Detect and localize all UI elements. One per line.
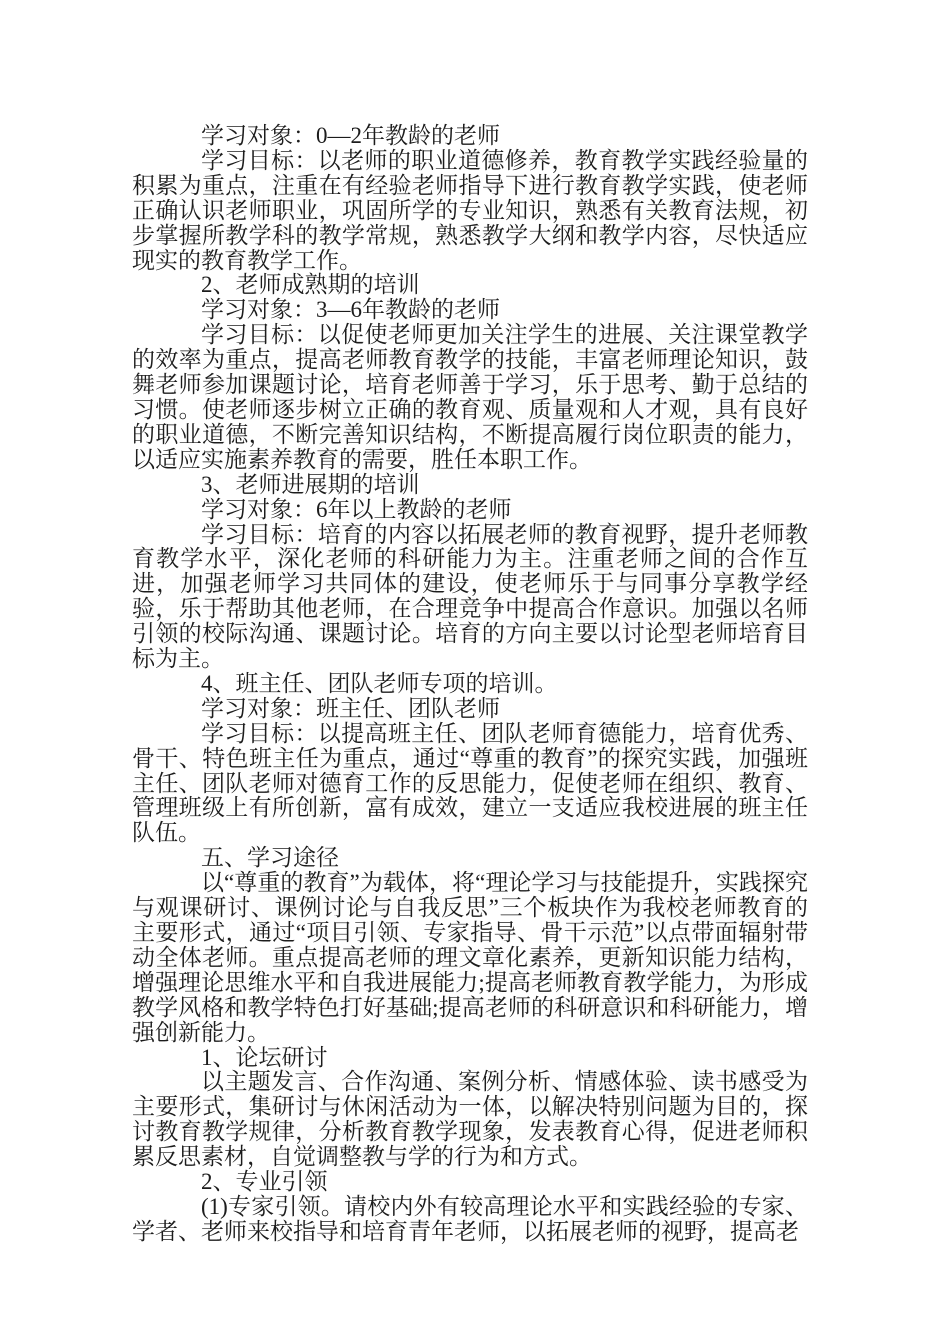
paragraph: (1)专家引领。请校内外有较高理论水平和实践经验的专家、学者、老师来校指导和培育青年老师，以拓展老师的视野，提高老 <box>132 1193 808 1244</box>
paragraph: 1、论坛研讨 <box>201 1044 328 1070</box>
paragraph: 学习对象：3—6年教龄的老师 <box>201 297 500 323</box>
paragraph: 学习对象：0—2年教龄的老师 <box>201 123 500 148</box>
paragraph: 学习目标：以提高班主任、团队老师育德能力，培育优秀、骨干、特色班主任为重点，通过“尊重的教育”的探究实践，加强班主任、团队老师对德育工作的反思能力，促使老师在组织、教育、管理班级上有所创新，富有成效，建立一支适应我校进展的班主任队伍。 <box>132 720 808 846</box>
paragraph: 2、老师成熟期的培训 <box>201 272 420 298</box>
paragraph: 学习对象：班主任、团队老师 <box>201 695 500 721</box>
paragraph: 学习目标：培育的内容以拓展老师的教育视野，提升老师教育教学水平，深化老师的科研能力为主。注重老师之间的合作互进，加强老师学习共同体的建设，使老师乐于与同事分享教学经验，乐于帮助其他老师，在合理竞争中提高合作意识。加强以名师引领的校际沟通、课题讨论。培育的方向主要以讨论型老师培育目标为主。 <box>132 521 808 672</box>
paragraph: 学习对象：6年以上教龄的老师 <box>201 496 512 522</box>
paragraph: 以主题发言、合作沟通、案例分析、情感体验、读书感受为主要形式，集研讨与休闲活动为一体，以解决特别问题为目的，探讨教育教学规律，分析教育教学现象，发表教育心得，促进老师积累反思素材，自觉调整教与学的行为和方式。 <box>132 1069 808 1170</box>
paragraph: 学习目标：以老师的职业道德修养，教育教学实践经验量的积累为重点，注重在有经验老师指导下进行教育教学实践，使老师正确认识老师职业，巩固所学的专业知识，熟悉有关教育法规，初步掌握所教学科的教学常规，熟悉教学大纲和教学内容，尽快适应现实的教育教学工作。 <box>132 147 808 273</box>
paragraph: 以“尊重的教育”为载体，将“理论学习与技能提升，实践探究与观课研讨、课例讨论与自我反思”三个板块作为我校老师教育的主要形式，通过“项目引领、专家指导、骨干示范”以点带面辐射带动全体老师。重点提高老师的理文章化素养，更新知识能力结构，增强理论思维水平和自我进展能力;提高老师教育教学能力，为形成教学风格和教学特色打好基础;提高老师的科研意识和科研能力，增强创新能力。 <box>132 870 808 1045</box>
paragraph: 五、学习途径 <box>201 845 339 871</box>
paragraph: 3、老师进展期的培训 <box>201 471 420 497</box>
paragraph: 4、班主任、团队老师专项的培训。 <box>201 670 558 696</box>
paragraph: 2、专业引领 <box>201 1169 328 1195</box>
paragraph: 学习目标：以促使老师更加关注学生的进展、关注课堂教学的效率为重点，提高老师教育教学的技能，丰富老师理论知识，鼓舞老师参加课题讨论，培育老师善于学习，乐于思考、勤于总结的习惯。使老师逐步树立正确的教育观、质量观和人才观，具有良好的职业道德，不断完善知识结构，不断提高履行岗位职责的能力，以适应实施素养教育的需要，胜任本职工作。 <box>132 322 808 472</box>
document-text-block <box>132 124 808 1245</box>
